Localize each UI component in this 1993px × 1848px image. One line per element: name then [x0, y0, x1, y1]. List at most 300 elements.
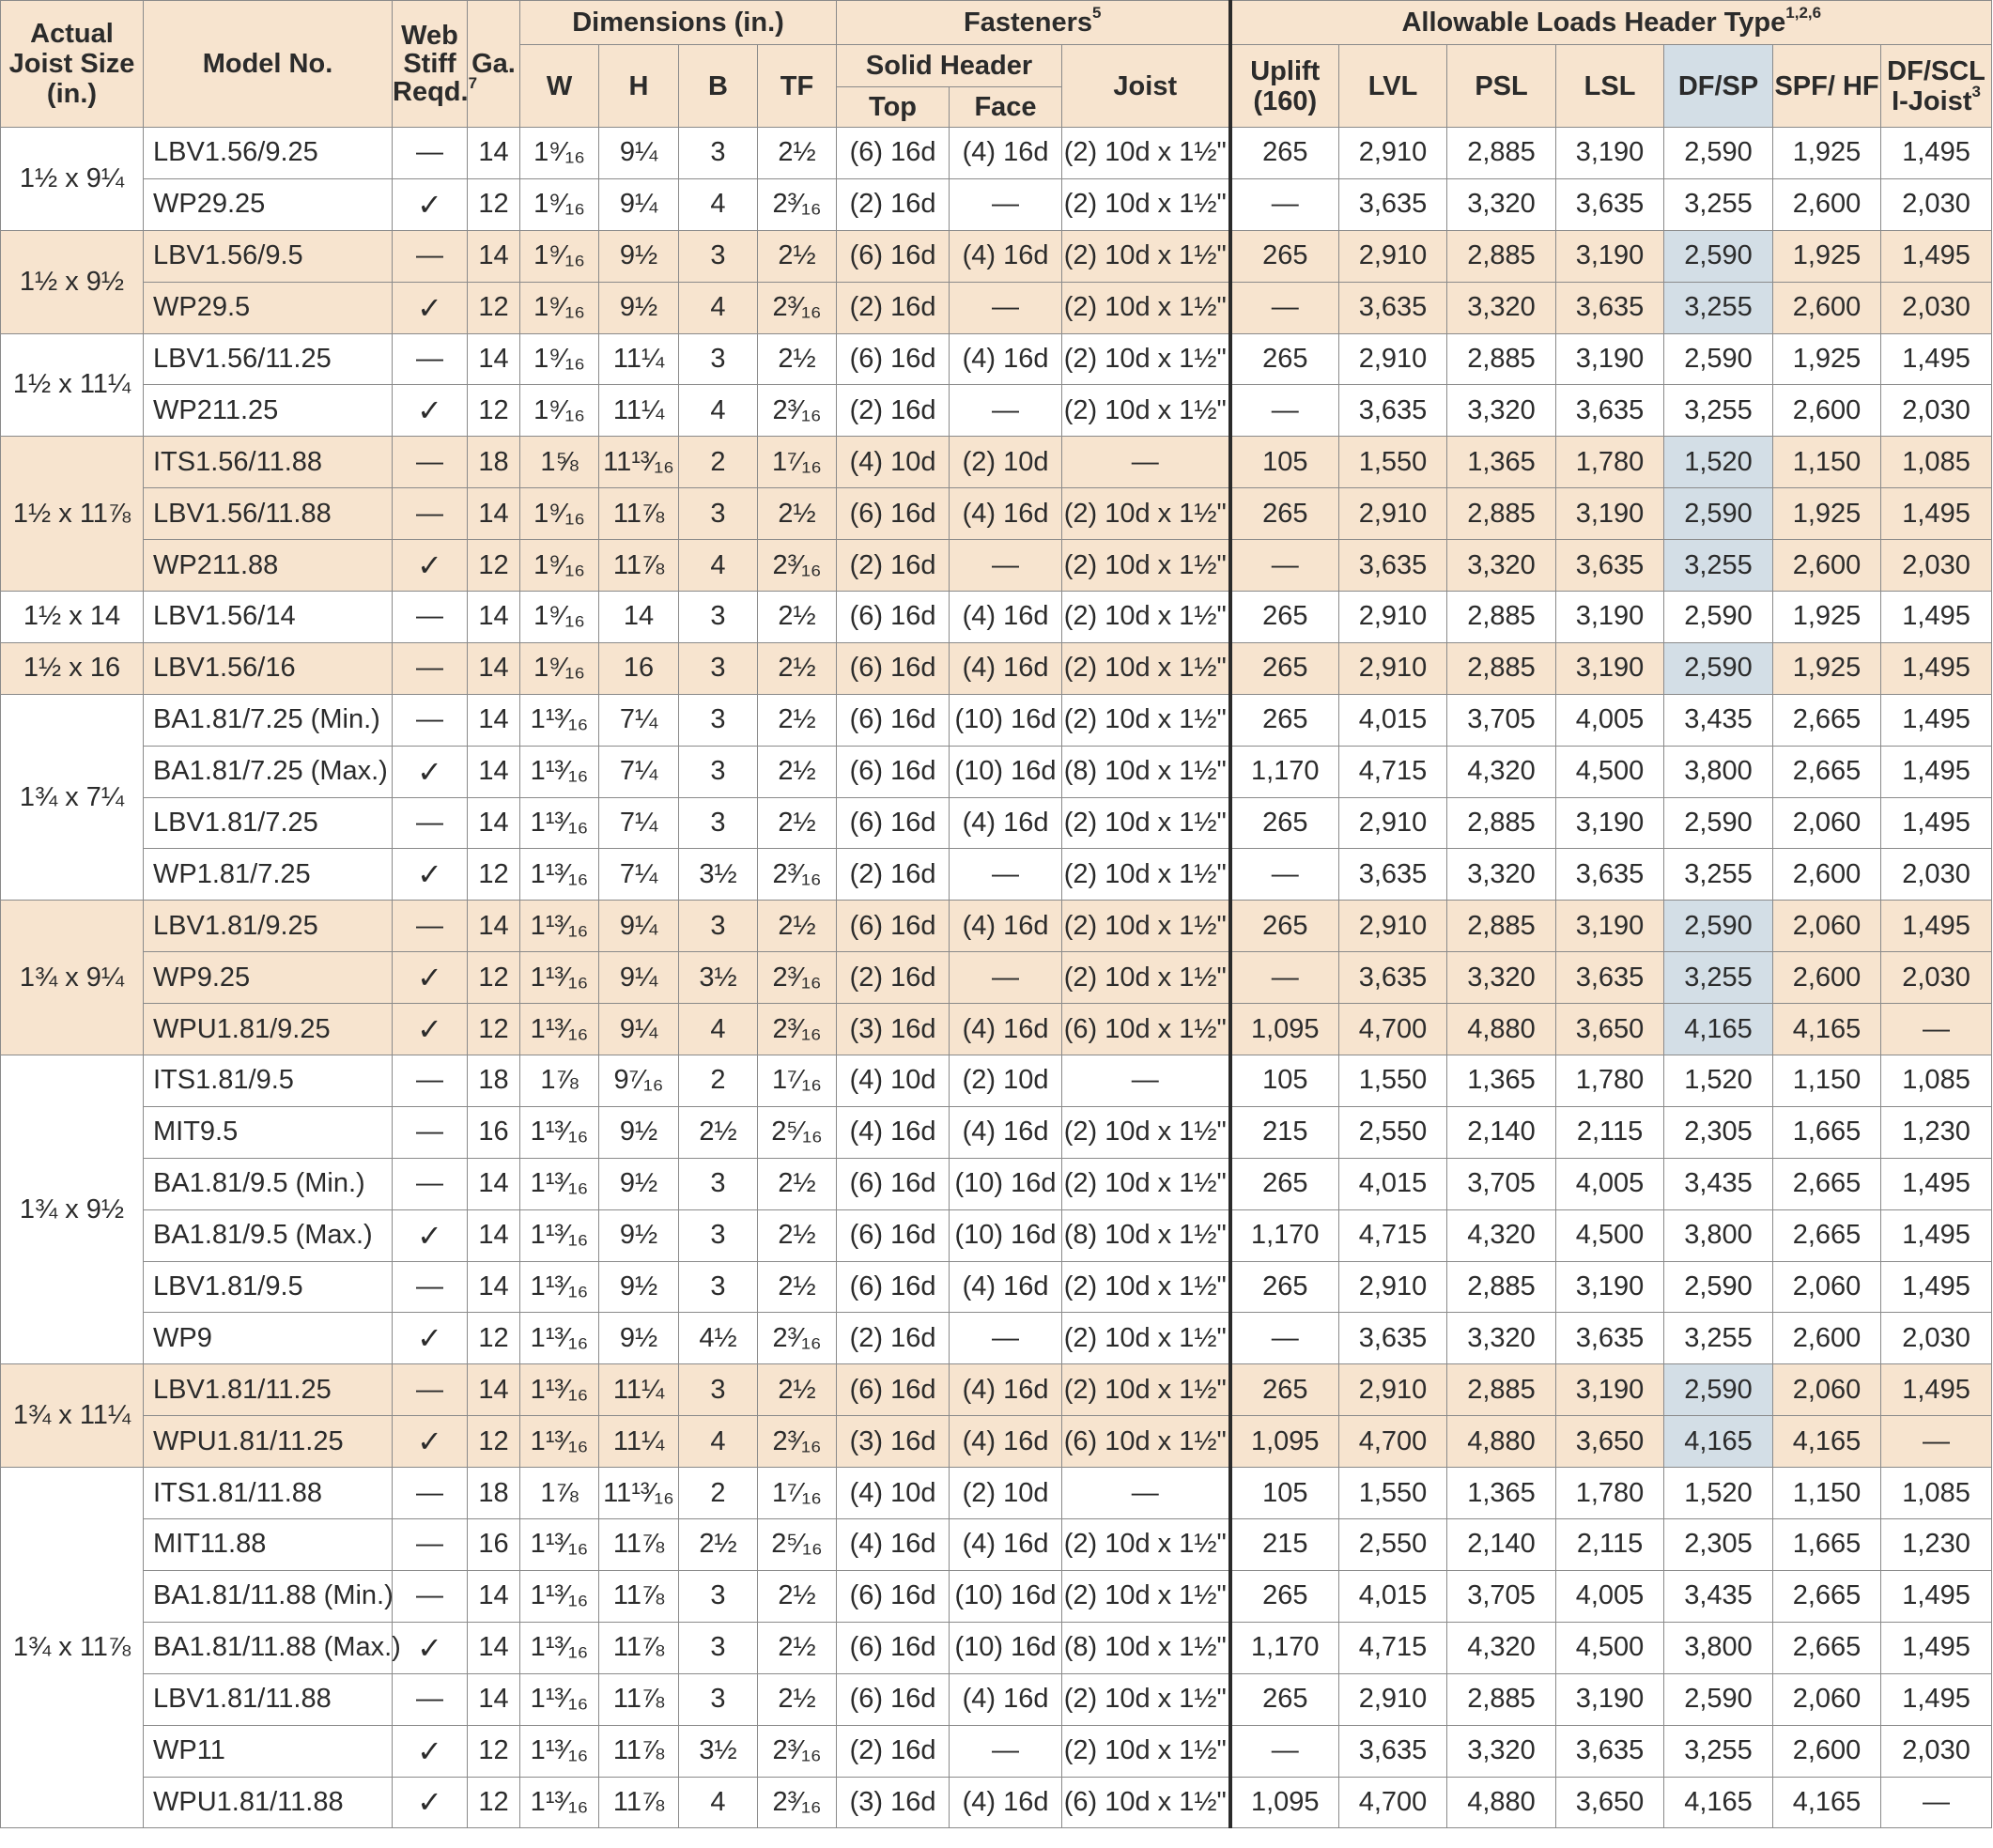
w-cell: 1⁹⁄₁₆ [520, 128, 599, 179]
w-cell: 1⅞ [520, 1055, 599, 1107]
web-stiff-cell: — [393, 1570, 468, 1622]
face-cell: (4) 16d [950, 592, 1062, 643]
tf-cell: 2½ [758, 592, 837, 643]
spfhf-cell: 1,665 [1773, 1519, 1881, 1571]
b-cell: 3 [679, 333, 758, 385]
ga-cell: 12 [468, 1777, 520, 1828]
face-cell: (10) 16d [950, 1209, 1062, 1261]
w-cell: 1¹³⁄₁₆ [520, 1106, 599, 1158]
web-stiff-cell: — [393, 1519, 468, 1571]
dfsp-cell: 3,255 [1664, 282, 1773, 333]
ga-cell: 16 [468, 1519, 520, 1571]
top-cell: (6) 16d [837, 1673, 950, 1725]
lvl-cell: 3,635 [1339, 1313, 1447, 1364]
h-cell: 9½ [599, 1261, 679, 1313]
web-stiff-cell: — [393, 797, 468, 849]
table-row [1, 1622, 1992, 1673]
face-cell: (4) 16d [950, 1519, 1062, 1571]
dfscl-cell: — [1881, 1416, 1992, 1468]
h-cell: 9½ [599, 282, 679, 333]
face-cell: (10) 16d [950, 1158, 1062, 1209]
psl-cell: 2,885 [1447, 901, 1556, 952]
psl-cell: 1,365 [1447, 1055, 1556, 1107]
tf-cell: 2½ [758, 1570, 837, 1622]
web-stiff-cell: — [393, 488, 468, 540]
h-cell: 7¼ [599, 746, 679, 797]
psl-cell: 4,320 [1447, 746, 1556, 797]
psl-cell: 3,320 [1447, 1725, 1556, 1777]
lvl-cell: 3,635 [1339, 282, 1447, 333]
uplift-cell: 265 [1230, 333, 1339, 385]
face-cell: (4) 16d [950, 1673, 1062, 1725]
joist-cell: (2) 10d x 1½" [1062, 1158, 1230, 1209]
h-cell: 9¼ [599, 128, 679, 179]
top-cell: (3) 16d [837, 1777, 950, 1828]
spfhf-cell: 1,925 [1773, 128, 1881, 179]
spfhf-cell: 2,665 [1773, 694, 1881, 746]
dfsp-cell: 2,590 [1664, 592, 1773, 643]
ga-cell: 14 [468, 1209, 520, 1261]
col-lvl: LVL [1339, 45, 1447, 128]
psl-cell: 2,885 [1447, 230, 1556, 282]
top-cell: (6) 16d [837, 642, 950, 694]
face-cell: — [950, 178, 1062, 230]
uplift-cell: — [1230, 540, 1339, 592]
b-cell: 3½ [679, 849, 758, 901]
w-cell: 1¹³⁄₁₆ [520, 1777, 599, 1828]
joist-cell: (8) 10d x 1½" [1062, 746, 1230, 797]
spfhf-cell: 2,060 [1773, 1261, 1881, 1313]
h-cell: 9¼ [599, 952, 679, 1004]
table-row [1, 901, 1992, 952]
dfscl-cell: 1,495 [1881, 746, 1992, 797]
joist-size-cell: 1½ x 11⅞ [1, 437, 144, 592]
dfsp-cell: 3,435 [1664, 694, 1773, 746]
table-row [1, 488, 1992, 540]
b-cell: 4 [679, 1004, 758, 1055]
table-row [1, 1673, 1992, 1725]
h-cell: 11⅞ [599, 1622, 679, 1673]
psl-cell: 2,885 [1447, 592, 1556, 643]
table-row [1, 178, 1992, 230]
ga-cell: 12 [468, 1416, 520, 1468]
psl-cell: 4,880 [1447, 1004, 1556, 1055]
w-cell: 1¹³⁄₁₆ [520, 1261, 599, 1313]
ga-cell: 14 [468, 488, 520, 540]
dfsp-cell: 2,590 [1664, 230, 1773, 282]
model-cell: WPU1.81/9.25 [144, 1004, 393, 1055]
dfsp-cell: 2,590 [1664, 488, 1773, 540]
w-cell: 1¹³⁄₁₆ [520, 952, 599, 1004]
dfsp-cell: 2,590 [1664, 901, 1773, 952]
table-body [1, 128, 1992, 1828]
b-cell: 3 [679, 1209, 758, 1261]
model-cell: LBV1.56/14 [144, 592, 393, 643]
w-cell: 1⁹⁄₁₆ [520, 540, 599, 592]
face-cell: (2) 10d [950, 1468, 1062, 1519]
b-cell: 3 [679, 1158, 758, 1209]
spfhf-cell: 1,925 [1773, 642, 1881, 694]
lsl-cell: 3,650 [1556, 1416, 1664, 1468]
psl-cell: 3,320 [1447, 178, 1556, 230]
table-row [1, 1158, 1992, 1209]
spfhf-cell: 2,665 [1773, 1570, 1881, 1622]
face-cell: — [950, 1725, 1062, 1777]
top-cell: (6) 16d [837, 333, 950, 385]
col-dim-h: H [599, 45, 679, 128]
spfhf-cell: 1,665 [1773, 1106, 1881, 1158]
face-cell: (4) 16d [950, 1106, 1062, 1158]
dfsp-cell: 3,435 [1664, 1570, 1773, 1622]
web-stiff-cell: — [393, 1468, 468, 1519]
top-cell: (6) 16d [837, 592, 950, 643]
table-header [1, 1, 1992, 128]
table-row [1, 1055, 1992, 1107]
h-cell: 16 [599, 642, 679, 694]
dfscl-cell: 1,495 [1881, 1261, 1992, 1313]
col-psl: PSL [1447, 45, 1556, 128]
uplift-cell: 265 [1230, 1364, 1339, 1416]
w-cell: 1⁹⁄₁₆ [520, 230, 599, 282]
joist-cell: (2) 10d x 1½" [1062, 333, 1230, 385]
spfhf-cell: 2,600 [1773, 1313, 1881, 1364]
table-row [1, 642, 1992, 694]
uplift-cell: 265 [1230, 592, 1339, 643]
b-cell: 3 [679, 230, 758, 282]
lsl-cell: 3,190 [1556, 642, 1664, 694]
uplift-cell: 215 [1230, 1519, 1339, 1571]
w-cell: 1¹³⁄₁₆ [520, 1725, 599, 1777]
b-cell: 3 [679, 128, 758, 179]
lsl-cell: 2,115 [1556, 1519, 1664, 1571]
ga-cell: 12 [468, 1004, 520, 1055]
ga-cell: 14 [468, 592, 520, 643]
h-cell: 11¼ [599, 385, 679, 437]
ga-cell: 14 [468, 1673, 520, 1725]
model-cell: BA1.81/11.88 (Min.) [144, 1570, 393, 1622]
web-stiff-cell: ✓ [393, 1313, 468, 1364]
w-cell: 1⁹⁄₁₆ [520, 642, 599, 694]
tf-cell: 2½ [758, 797, 837, 849]
dfscl-cell: 1,085 [1881, 1055, 1992, 1107]
web-stiff-cell: — [393, 694, 468, 746]
w-cell: 1¹³⁄₁₆ [520, 1519, 599, 1571]
uplift-cell: 1,095 [1230, 1777, 1339, 1828]
lsl-cell: 4,500 [1556, 1209, 1664, 1261]
tf-cell: 2½ [758, 488, 837, 540]
h-cell: 9½ [599, 1313, 679, 1364]
ga-cell: 12 [468, 385, 520, 437]
w-cell: 1⁹⁄₁₆ [520, 488, 599, 540]
ga-cell: 14 [468, 128, 520, 179]
psl-cell: 3,705 [1447, 1570, 1556, 1622]
face-cell: — [950, 540, 1062, 592]
psl-cell: 3,320 [1447, 1313, 1556, 1364]
spfhf-cell: 4,165 [1773, 1004, 1881, 1055]
tf-cell: 2½ [758, 1261, 837, 1313]
spfhf-cell: 2,665 [1773, 1158, 1881, 1209]
joist-cell: (2) 10d x 1½" [1062, 797, 1230, 849]
dfsp-cell: 2,590 [1664, 1364, 1773, 1416]
psl-cell: 2,885 [1447, 797, 1556, 849]
h-cell: 11¼ [599, 1416, 679, 1468]
lsl-cell: 3,190 [1556, 1364, 1664, 1416]
table-row [1, 1364, 1992, 1416]
dfscl-cell: 1,495 [1881, 1364, 1992, 1416]
joist-cell: (2) 10d x 1½" [1062, 592, 1230, 643]
face-cell: (4) 16d [950, 333, 1062, 385]
uplift-cell: 265 [1230, 642, 1339, 694]
ga-cell: 14 [468, 642, 520, 694]
lvl-cell: 4,715 [1339, 746, 1447, 797]
col-dim-tf: TF [758, 45, 837, 128]
b-cell: 3 [679, 797, 758, 849]
model-cell: ITS1.81/11.88 [144, 1468, 393, 1519]
uplift-cell: 265 [1230, 1570, 1339, 1622]
web-stiff-cell: — [393, 1673, 468, 1725]
psl-cell: 3,320 [1447, 385, 1556, 437]
uplift-cell: — [1230, 1725, 1339, 1777]
spfhf-cell: 2,060 [1773, 797, 1881, 849]
tf-cell: 2³⁄₁₆ [758, 540, 837, 592]
tf-cell: 1⁷⁄₁₆ [758, 1468, 837, 1519]
tf-cell: 2½ [758, 128, 837, 179]
h-cell: 7¼ [599, 694, 679, 746]
uplift-cell: 265 [1230, 797, 1339, 849]
joist-cell: (6) 10d x 1½" [1062, 1777, 1230, 1828]
ga-cell: 14 [468, 230, 520, 282]
w-cell: 1⁹⁄₁₆ [520, 333, 599, 385]
dfscl-cell: 1,495 [1881, 1570, 1992, 1622]
top-cell: (6) 16d [837, 230, 950, 282]
tf-cell: 1⁷⁄₁₆ [758, 1055, 837, 1107]
ga-cell: 18 [468, 437, 520, 488]
top-cell: (4) 10d [837, 437, 950, 488]
h-cell: 11⅞ [599, 1777, 679, 1828]
spfhf-cell: 2,665 [1773, 1622, 1881, 1673]
web-stiff-cell: ✓ [393, 952, 468, 1004]
lvl-cell: 1,550 [1339, 437, 1447, 488]
web-stiff-footnote: 7 [468, 74, 478, 92]
lsl-cell: 4,005 [1556, 694, 1664, 746]
table-row [1, 1004, 1992, 1055]
spfhf-cell: 1,150 [1773, 1468, 1881, 1519]
table-row [1, 952, 1992, 1004]
uplift-cell: — [1230, 952, 1339, 1004]
dfsp-cell: 2,590 [1664, 642, 1773, 694]
tf-cell: 2½ [758, 642, 837, 694]
uplift-cell: 105 [1230, 1468, 1339, 1519]
joist-cell: — [1062, 1468, 1230, 1519]
table-row [1, 1725, 1992, 1777]
tf-cell: 2³⁄₁₆ [758, 282, 837, 333]
table-row [1, 1209, 1992, 1261]
b-cell: 4 [679, 1777, 758, 1828]
dfsp-cell: 3,800 [1664, 746, 1773, 797]
tf-cell: 2½ [758, 1673, 837, 1725]
ga-cell: 14 [468, 694, 520, 746]
w-cell: 1⅞ [520, 1468, 599, 1519]
dfscl-cell: 2,030 [1881, 952, 1992, 1004]
top-cell: (6) 16d [837, 1570, 950, 1622]
uplift-cell: 265 [1230, 1158, 1339, 1209]
col-model-no: Model No. [144, 1, 393, 128]
b-cell: 2 [679, 1055, 758, 1107]
b-cell: 3 [679, 694, 758, 746]
b-cell: 3 [679, 1261, 758, 1313]
lsl-cell: 4,500 [1556, 1622, 1664, 1673]
top-cell: (6) 16d [837, 901, 950, 952]
dfsp-cell: 1,520 [1664, 1055, 1773, 1107]
model-cell: MIT11.88 [144, 1519, 393, 1571]
h-cell: 14 [599, 592, 679, 643]
spfhf-cell: 2,600 [1773, 178, 1881, 230]
table-row [1, 1261, 1992, 1313]
lsl-cell: 3,190 [1556, 797, 1664, 849]
face-cell: (10) 16d [950, 1622, 1062, 1673]
table-row [1, 797, 1992, 849]
uplift-cell: 105 [1230, 1055, 1339, 1107]
dfscl-cell: 1,495 [1881, 1673, 1992, 1725]
uplift-cell: 1,095 [1230, 1416, 1339, 1468]
joist-cell: (6) 10d x 1½" [1062, 1004, 1230, 1055]
table-row [1, 1519, 1992, 1571]
top-cell: (2) 16d [837, 1725, 950, 1777]
face-cell: (4) 16d [950, 230, 1062, 282]
uplift-cell: 1,170 [1230, 1622, 1339, 1673]
face-cell: (4) 16d [950, 1004, 1062, 1055]
face-cell: (4) 16d [950, 488, 1062, 540]
uplift-cell: 265 [1230, 694, 1339, 746]
col-actual-joist-size: Actual Joist Size (in.) [1, 1, 144, 128]
h-cell: 9½ [599, 230, 679, 282]
model-cell: WP29.5 [144, 282, 393, 333]
h-cell: 9½ [599, 1106, 679, 1158]
tf-cell: 2½ [758, 1622, 837, 1673]
tf-cell: 2³⁄₁₆ [758, 952, 837, 1004]
h-cell: 9¼ [599, 178, 679, 230]
dfsp-cell: 2,590 [1664, 333, 1773, 385]
web-stiff-cell: — [393, 437, 468, 488]
lvl-cell: 4,700 [1339, 1004, 1447, 1055]
tf-cell: 2³⁄₁₆ [758, 1313, 837, 1364]
dfsp-cell: 2,305 [1664, 1106, 1773, 1158]
ga-cell: 12 [468, 849, 520, 901]
table-row [1, 849, 1992, 901]
psl-cell: 4,880 [1447, 1777, 1556, 1828]
psl-cell: 2,885 [1447, 1261, 1556, 1313]
h-cell: 11¹³⁄₁₆ [599, 1468, 679, 1519]
psl-cell: 2,885 [1447, 333, 1556, 385]
model-cell: BA1.81/7.25 (Min.) [144, 694, 393, 746]
lvl-cell: 2,910 [1339, 230, 1447, 282]
dfscl-cell: 2,030 [1881, 282, 1992, 333]
web-stiff-cell: ✓ [393, 746, 468, 797]
dfscl-cell: 1,495 [1881, 694, 1992, 746]
b-cell: 3 [679, 1622, 758, 1673]
dfsp-cell: 3,800 [1664, 1209, 1773, 1261]
tf-cell: 2⁵⁄₁₆ [758, 1519, 837, 1571]
w-cell: 1¹³⁄₁₆ [520, 1209, 599, 1261]
joist-cell: (8) 10d x 1½" [1062, 1209, 1230, 1261]
h-cell: 7¼ [599, 849, 679, 901]
model-cell: WP1.81/7.25 [144, 849, 393, 901]
uplift-cell: — [1230, 385, 1339, 437]
lsl-cell: 3,635 [1556, 385, 1664, 437]
col-dfscl [1881, 45, 1992, 128]
dfscl-cell: 1,495 [1881, 488, 1992, 540]
dfscl-cell: 1,495 [1881, 1209, 1992, 1261]
ga-cell: 14 [468, 1158, 520, 1209]
lvl-cell: 2,910 [1339, 1261, 1447, 1313]
lsl-cell: 3,635 [1556, 952, 1664, 1004]
top-cell: (3) 16d [837, 1004, 950, 1055]
top-cell: (6) 16d [837, 1158, 950, 1209]
table-row [1, 1468, 1992, 1519]
h-cell: 9⁷⁄₁₆ [599, 1055, 679, 1107]
model-cell: LBV1.56/11.25 [144, 333, 393, 385]
w-cell: 1¹³⁄₁₆ [520, 1570, 599, 1622]
col-dfscl-label: DF/SCL I-Joist [1887, 55, 1985, 116]
ga-cell: 12 [468, 178, 520, 230]
spfhf-cell: 1,925 [1773, 230, 1881, 282]
lvl-cell: 3,635 [1339, 385, 1447, 437]
b-cell: 2½ [679, 1519, 758, 1571]
top-cell: (2) 16d [837, 282, 950, 333]
top-cell: (2) 16d [837, 178, 950, 230]
web-stiff-cell: ✓ [393, 1209, 468, 1261]
spfhf-cell: 2,600 [1773, 385, 1881, 437]
ga-cell: 14 [468, 901, 520, 952]
model-cell: LBV1.56/11.88 [144, 488, 393, 540]
joist-size-cell: 1½ x 16 [1, 642, 144, 694]
h-cell: 11¹³⁄₁₆ [599, 437, 679, 488]
dfsp-cell: 3,800 [1664, 1622, 1773, 1673]
psl-cell: 2,885 [1447, 642, 1556, 694]
tf-cell: 2³⁄₁₆ [758, 1416, 837, 1468]
dfscl-cell: 2,030 [1881, 1313, 1992, 1364]
ga-cell: 12 [468, 1725, 520, 1777]
lsl-cell: 3,190 [1556, 128, 1664, 179]
face-cell: — [950, 849, 1062, 901]
dfsp-cell: 4,165 [1664, 1777, 1773, 1828]
psl-cell: 3,320 [1447, 952, 1556, 1004]
w-cell: 1¹³⁄₁₆ [520, 1313, 599, 1364]
joist-cell: (2) 10d x 1½" [1062, 1725, 1230, 1777]
lsl-cell: 3,635 [1556, 1313, 1664, 1364]
model-cell: LBV1.81/9.5 [144, 1261, 393, 1313]
model-cell: WP9 [144, 1313, 393, 1364]
joist-cell: (2) 10d x 1½" [1062, 694, 1230, 746]
joist-size-cell: 1¾ x 7¼ [1, 694, 144, 901]
b-cell: 3 [679, 746, 758, 797]
dfsp-cell: 3,255 [1664, 849, 1773, 901]
uplift-cell: 265 [1230, 901, 1339, 952]
ga-cell: 18 [468, 1468, 520, 1519]
web-stiff-cell: — [393, 1261, 468, 1313]
dfsp-cell: 1,520 [1664, 1468, 1773, 1519]
lvl-cell: 4,700 [1339, 1416, 1447, 1468]
lsl-cell: 3,635 [1556, 178, 1664, 230]
tf-cell: 2³⁄₁₆ [758, 849, 837, 901]
top-cell: (4) 10d [837, 1055, 950, 1107]
model-cell: LBV1.81/11.25 [144, 1364, 393, 1416]
lvl-cell: 4,715 [1339, 1622, 1447, 1673]
group-dimensions: Dimensions (in.) [520, 1, 837, 45]
dfsp-cell: 3,435 [1664, 1158, 1773, 1209]
w-cell: 1¹³⁄₁₆ [520, 797, 599, 849]
joist-cell: (2) 10d x 1½" [1062, 1106, 1230, 1158]
